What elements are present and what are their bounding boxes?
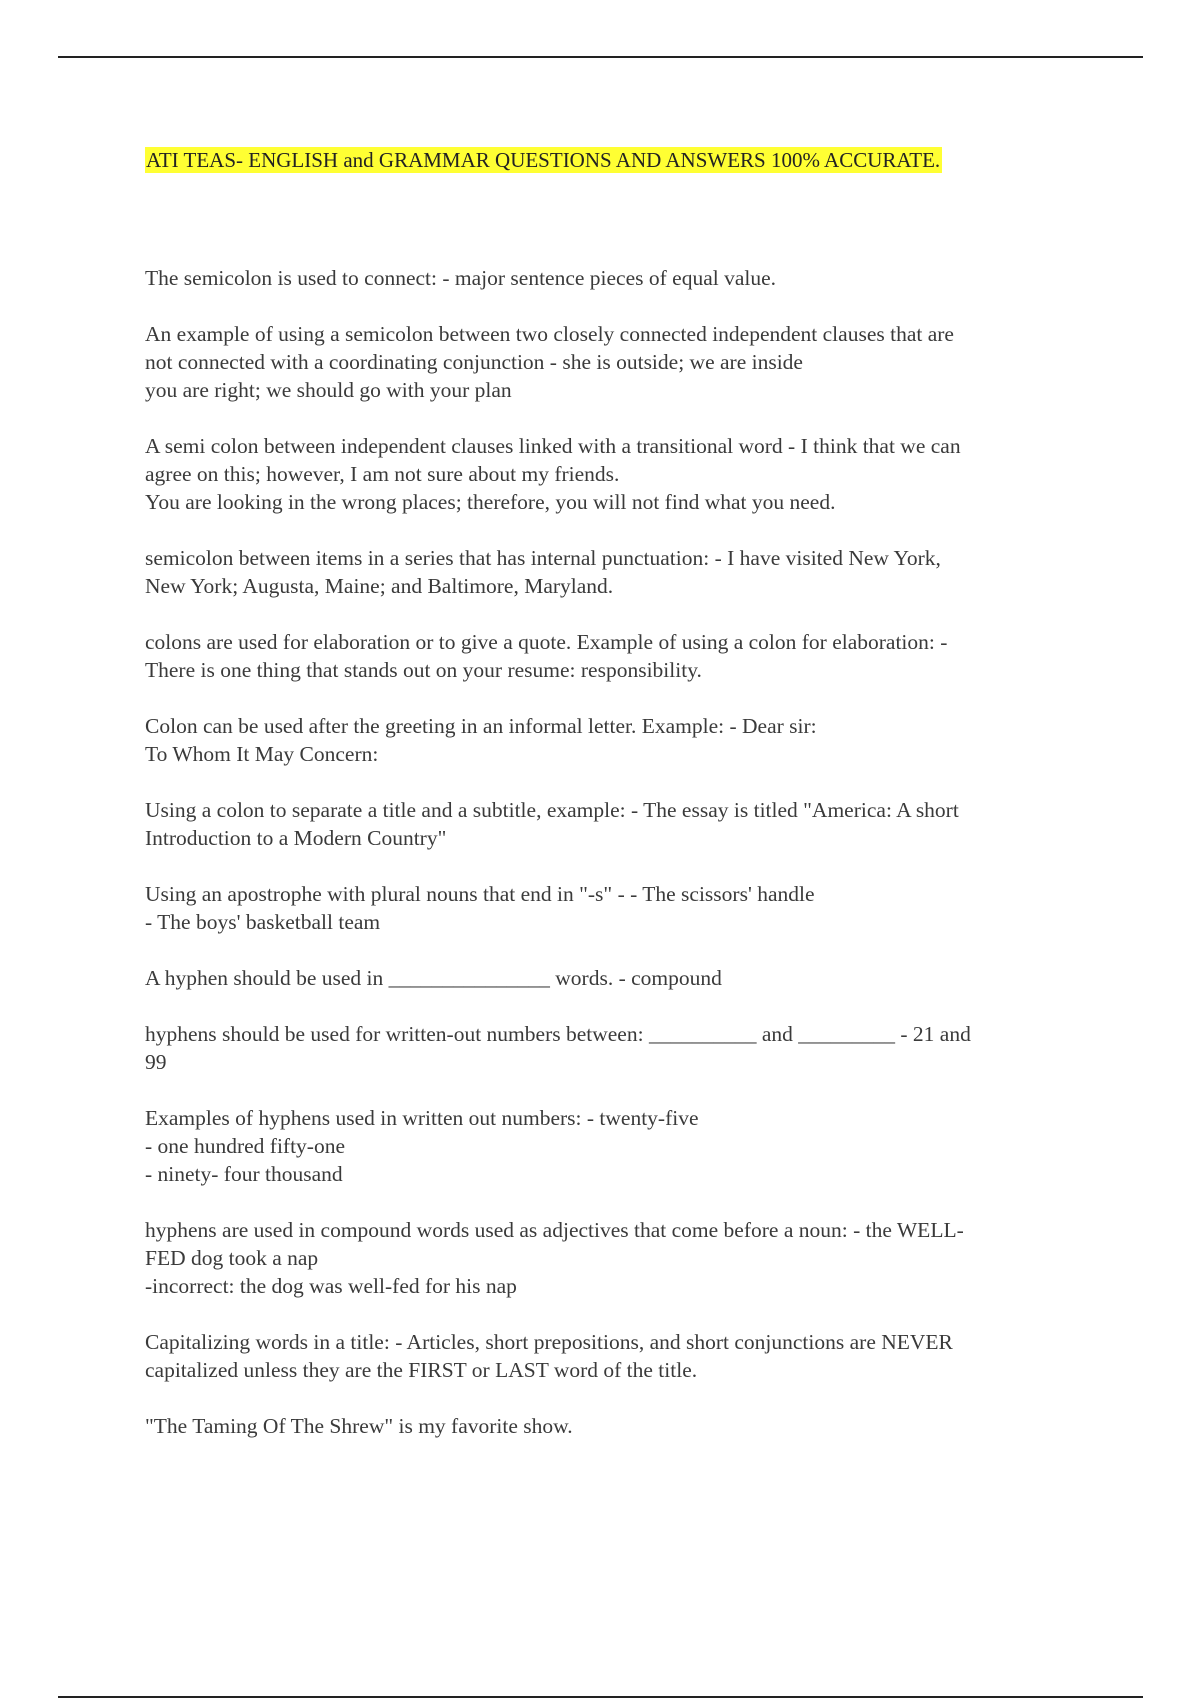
entry-line: A semi colon between independent clauses linked with a transitional word - I think that we can [145, 434, 961, 458]
entry-line: hyphens should be used for written-out numbers between: __________ and _________ - 21 and [145, 1022, 971, 1046]
qa-entry [145, 432, 1075, 516]
entry-line: There is one thing that stands out on your resume: responsibility. [145, 658, 702, 682]
entry-line: A hyphen should be used in _______________ words. - compound [145, 966, 722, 990]
entry-line: The semicolon is used to connect: - major sentence pieces of equal value. [145, 266, 777, 290]
entry-line: Examples of hyphens used in written out numbers: - twenty-five [145, 1106, 699, 1130]
bottom-rule [58, 1696, 1143, 1698]
entry-line: agree on this; however, I am not sure about my friends. [145, 462, 620, 486]
qa-entry [145, 964, 1075, 992]
entry-line: you are right; we should go with your plan [145, 378, 512, 402]
qa-entry [145, 1020, 1075, 1076]
entry-line: colons are used for elaboration or to give a quote. Example of using a colon for elaboration: - [145, 630, 948, 654]
qa-entry [145, 880, 1075, 936]
qa-entry [145, 264, 1075, 292]
page-title [145, 145, 942, 175]
entry-line: not connected with a coordinating conjunction - she is outside; we are inside [145, 350, 803, 374]
qa-entry [145, 796, 1075, 852]
entry-line: - The boys' basketball team [145, 910, 381, 934]
entry-line: - one hundred fifty-one [145, 1134, 345, 1158]
entry-line: Using an apostrophe with plural nouns that end in "-s" - - The scissors' handle [145, 882, 815, 906]
entry-line: Colon can be used after the greeting in an informal letter. Example: - Dear sir: [145, 714, 817, 738]
entry-line: New York; Augusta, Maine; and Baltimore, Maryland. [145, 574, 614, 598]
entry-line: FED dog took a nap [145, 1246, 319, 1270]
qa-entry [145, 1412, 1075, 1440]
top-rule [58, 56, 1143, 58]
entry-line: Introduction to a Modern Country" [145, 826, 447, 850]
document-body [145, 264, 1075, 1468]
qa-entry [145, 1104, 1075, 1188]
entry-line: Capitalizing words in a title: - Articles, short prepositions, and short conjunctions are NEVER [145, 1330, 953, 1354]
entry-line: capitalized unless they are the FIRST or LAST word of the title. [145, 1358, 698, 1382]
highlighted-title-text: ATI TEAS- ENGLISH and GRAMMAR QUESTIONS AND ANSWERS 100% ACCURATE. [146, 148, 941, 172]
qa-entry [145, 544, 1075, 600]
entry-line: hyphens are used in compound words used as adjectives that come before a noun: - the WELL- [145, 1218, 964, 1242]
qa-entry [145, 628, 1075, 684]
entry-line: semicolon between items in a series that has internal punctuation: - I have visited New York, [145, 546, 941, 570]
entry-line: - ninety- four thousand [145, 1162, 343, 1186]
entry-line: Using a colon to separate a title and a subtitle, example: - The essay is titled "America: A short [145, 798, 959, 822]
qa-entry [145, 712, 1075, 768]
qa-entry [145, 1216, 1075, 1300]
entry-line: To Whom It May Concern: [145, 742, 379, 766]
qa-entry [145, 320, 1075, 404]
entry-line: "The Taming Of The Shrew" is my favorite show. [145, 1414, 573, 1438]
entry-line: An example of using a semicolon between two closely connected independent clauses that are [145, 322, 954, 346]
qa-entry [145, 1328, 1075, 1384]
entry-line: -incorrect: the dog was well-fed for his nap [145, 1274, 517, 1298]
entry-line: You are looking in the wrong places; therefore, you will not find what you need. [145, 490, 836, 514]
entry-line: 99 [145, 1050, 167, 1074]
